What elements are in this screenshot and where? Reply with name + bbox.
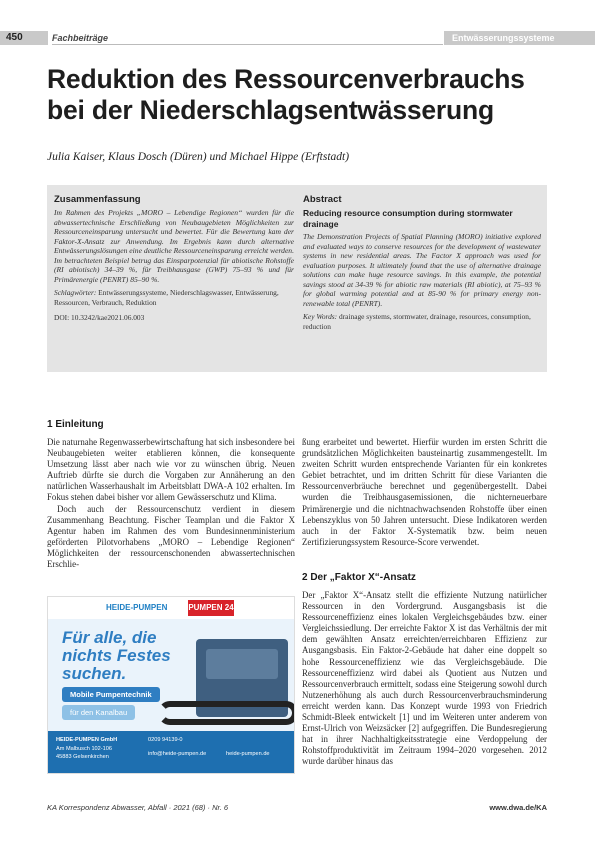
section-2-heading: 2 Der „Faktor X“-Ansatz (302, 572, 416, 583)
ad-phone[interactable]: 0209 94139-0 (148, 737, 183, 743)
ad-city: 45883 Gelsenkirchen (56, 754, 109, 760)
footer-url[interactable]: www.dwa.de/KA (489, 803, 547, 812)
keywords-label: Key Words: (303, 312, 338, 321)
ad-tag-kanalbau: für den Kanalbau (62, 705, 135, 720)
left-column-text (47, 437, 295, 570)
page-header (0, 31, 595, 45)
paragraph: Die naturnahe Regenwasserbewirtschaftung hat sich insbesondere bei Neubaugebieten weiter etablieren können, die konsequente Umsetzung lässt aber nach wie vor zu wünschen übrig. Neuen Auftrieb dürfte sie durch die Vorgaben zur Annäherung an den natürlichen Wasserhaushalt im Arbeitsblatt DWA-A 102 erhalten. Im Fokus stehen dabei bisher vor allem Gewässerschutz und Klima. (47, 437, 295, 503)
keywords-value: Entwässerungssysteme, Niederschlagswasser, Entwässerung, Ressourcen, Verbrauch, Reduktion (54, 288, 279, 307)
ad-website[interactable]: heide-pumpen.de (226, 751, 270, 757)
ad-main-panel (48, 619, 295, 731)
advertisement[interactable] (47, 596, 295, 774)
ad-headline (62, 629, 171, 683)
paragraph: Der „Faktor X“-Ansatz stellt die effiziente Nutzung natürlicher Ressourcen in den Vordergrund. Ausgangsbasis ist die Ressourceneffizienz eines lokalen Vergleichsgebäudes bzw. einer Vergleichssiedlung. Der erreichte Faktor X ist das Verhältnis der mit dem gewählten Ansatz erreichten/erreichbaren Effizienz zur Ausgangsbasis. Ein Faktor-2-Gebäude hat daher eine doppelt so hohe Ressourceneffizienz wie das Vergleichsgebäude. Die Ressourceneffizienz wird dabei als Quotient aus Nutzen und Ressourcenverbrauch ermittelt, sodass eine Steigerung sowohl durch Nutzenerhöhung als auch durch Ressourcenverbrauchsminderung erreicht werden kann. Das Konzept wurde 1993 von Friedrich Schmidt-Bleek entwickelt [1] und im Weiteren unter anderem von Ernst-Ulrich von Weizsäcker [2] aufgegriffen. Die Bundesregierung hat in ihrer Nachhaltigkeitsstrategie eine Verdoppelung der Rohstoffproduktivität im Zeitraum 1994–2020 vorgesehen. 2012 wurde darüber hinaus das (302, 590, 547, 767)
article-title (47, 64, 567, 126)
page-number: 450 (0, 31, 48, 45)
footer-journal: KA Korrespondenz Abwasser, Abfall · 2021 (68) · Nr. 6 (47, 803, 229, 812)
ad-headline-line: nichts Festes (62, 646, 171, 665)
section-1-heading: 1 Einleitung (47, 419, 104, 430)
abstract-de-keywords (54, 288, 294, 307)
abstract-en-text: The Demonstration Projects of Spatial Planning (MORO) initiative explored and evaluated ways to conserve resources for the development of wastewater systems in new residential areas. The Factor X approach was used for evaluation purposes. It ultimately found that the use of alternative drainage solutions can make huge resource savings. In this example, the potential savings stood at 34-39 % for abiotic raw materials (RI abiotic), at 75–93 % for global warming potential and at 85-90 % for primary energy non-renewable total (PENRT). (303, 232, 541, 308)
abstract-english (303, 194, 541, 331)
right-column-text-1 (302, 437, 547, 548)
ad-headline-line: suchen. (62, 664, 127, 683)
ad-contact-bar (48, 731, 295, 774)
abstract-box (47, 185, 547, 372)
abstract-german (54, 194, 294, 322)
abstract-de-text: Im Rahmen des Projekts „MORO – Lebendige Regionen“ wurden für die abwassertechnische Erschließung von Neubaugebieten Möglichkeiten zur Ressourceneinsparung untersucht und bewertet. Für die Bewertung kam der Faktor-X-Ansatz zur Anwendung. Im Ergebnis kann durch alternative Entwässerungslösungen eine deutliche Ressourceneinsparung erreicht werden. Im betrachteten Beispiel betrug das Einsparpotenzial für abiotische Rohstoffe (RI abiotisch) 34–39 %, für Treibhausgase (GWP) 75–93 % und für Primärenergie (PENRT) 85–90 %. (54, 208, 295, 284)
hose-image (158, 701, 295, 725)
authors: Julia Kaiser, Klaus Dosch (Düren) und Michael Hippe (Erftstadt) (47, 151, 350, 163)
header-divider (52, 44, 443, 45)
paragraph: ßung erarbeitet und bewertet. Hierfür wurden im ersten Schritt die grundsätzlichen Möglichkeiten bausteinartig zusammengestellt. Im zweiten Schritt wurden entsprechende Varianten für ein konkretes Gebiet betrachtet, und im dritten Schritt für diese Varianten die Ressourcenverbräuche berechnet und gegenübergestellt. Dabei wurden die Treibhausgasemissionen, die nichterneuerbare Primärenergie und die nichtnachwachsenden Rohstoffe über einen Lebenszyklus von 50 Jahren untersucht. Diese Indikatoren werden auch in der Faktor X-Systematik bzw. beim neuen Zertifizierungssystem Resource-Score verwendet. (302, 437, 547, 547)
ad-headline-line: Für alle, die (62, 628, 157, 647)
paragraph: Doch auch der Ressourcenschutz verdient in diesem Zusammenhang Beachtung. Fischer Teamplan und die Faktor X Agentur haben im Rahmen des vom Bundesinnenministerium geförderten Pilotvorhabens „MORO – Lebendige Regionen“ Möglichkeiten der ressourcenschonenden abwassertechnischen Erschlie- (47, 503, 295, 570)
abstract-en-subtitle: Reducing resource consumption during stormwater drainage (303, 208, 513, 229)
ad-street: Am Malbusch 102-106 (56, 746, 112, 752)
title-line-1: Reduktion des Ressourcenverbrauchs (47, 64, 525, 94)
ad-header (48, 597, 295, 619)
ad-tag-mobile: Mobile Pumpentechnik (62, 687, 160, 702)
right-column-text-2 (302, 590, 547, 768)
topic-label: Entwässerungssysteme (444, 31, 595, 45)
keywords-label: Schlagwörter: (54, 288, 97, 297)
ad-badge: PUMPEN 24 (188, 600, 234, 616)
ad-brand-logo: HEIDE-PUMPEN (106, 603, 168, 612)
title-line-2: bei der Niederschlagsentwässerung (47, 95, 495, 125)
keywords-value: drainage systems, stormwater, drainage, resources, consumption, reduction (303, 312, 531, 331)
abstract-de-heading: Zusammenfassung (54, 194, 141, 205)
abstract-en-keywords (303, 312, 541, 331)
ad-company: HEIDE-PUMPEN GmbH (56, 737, 118, 743)
doi-link[interactable]: DOI: 10.3242/kae2021.06.003 (54, 313, 145, 322)
abstract-en-heading: Abstract (303, 194, 342, 205)
ad-email[interactable]: info@heide-pumpen.de (148, 751, 207, 757)
section-label: Fachbeiträge (52, 33, 109, 43)
